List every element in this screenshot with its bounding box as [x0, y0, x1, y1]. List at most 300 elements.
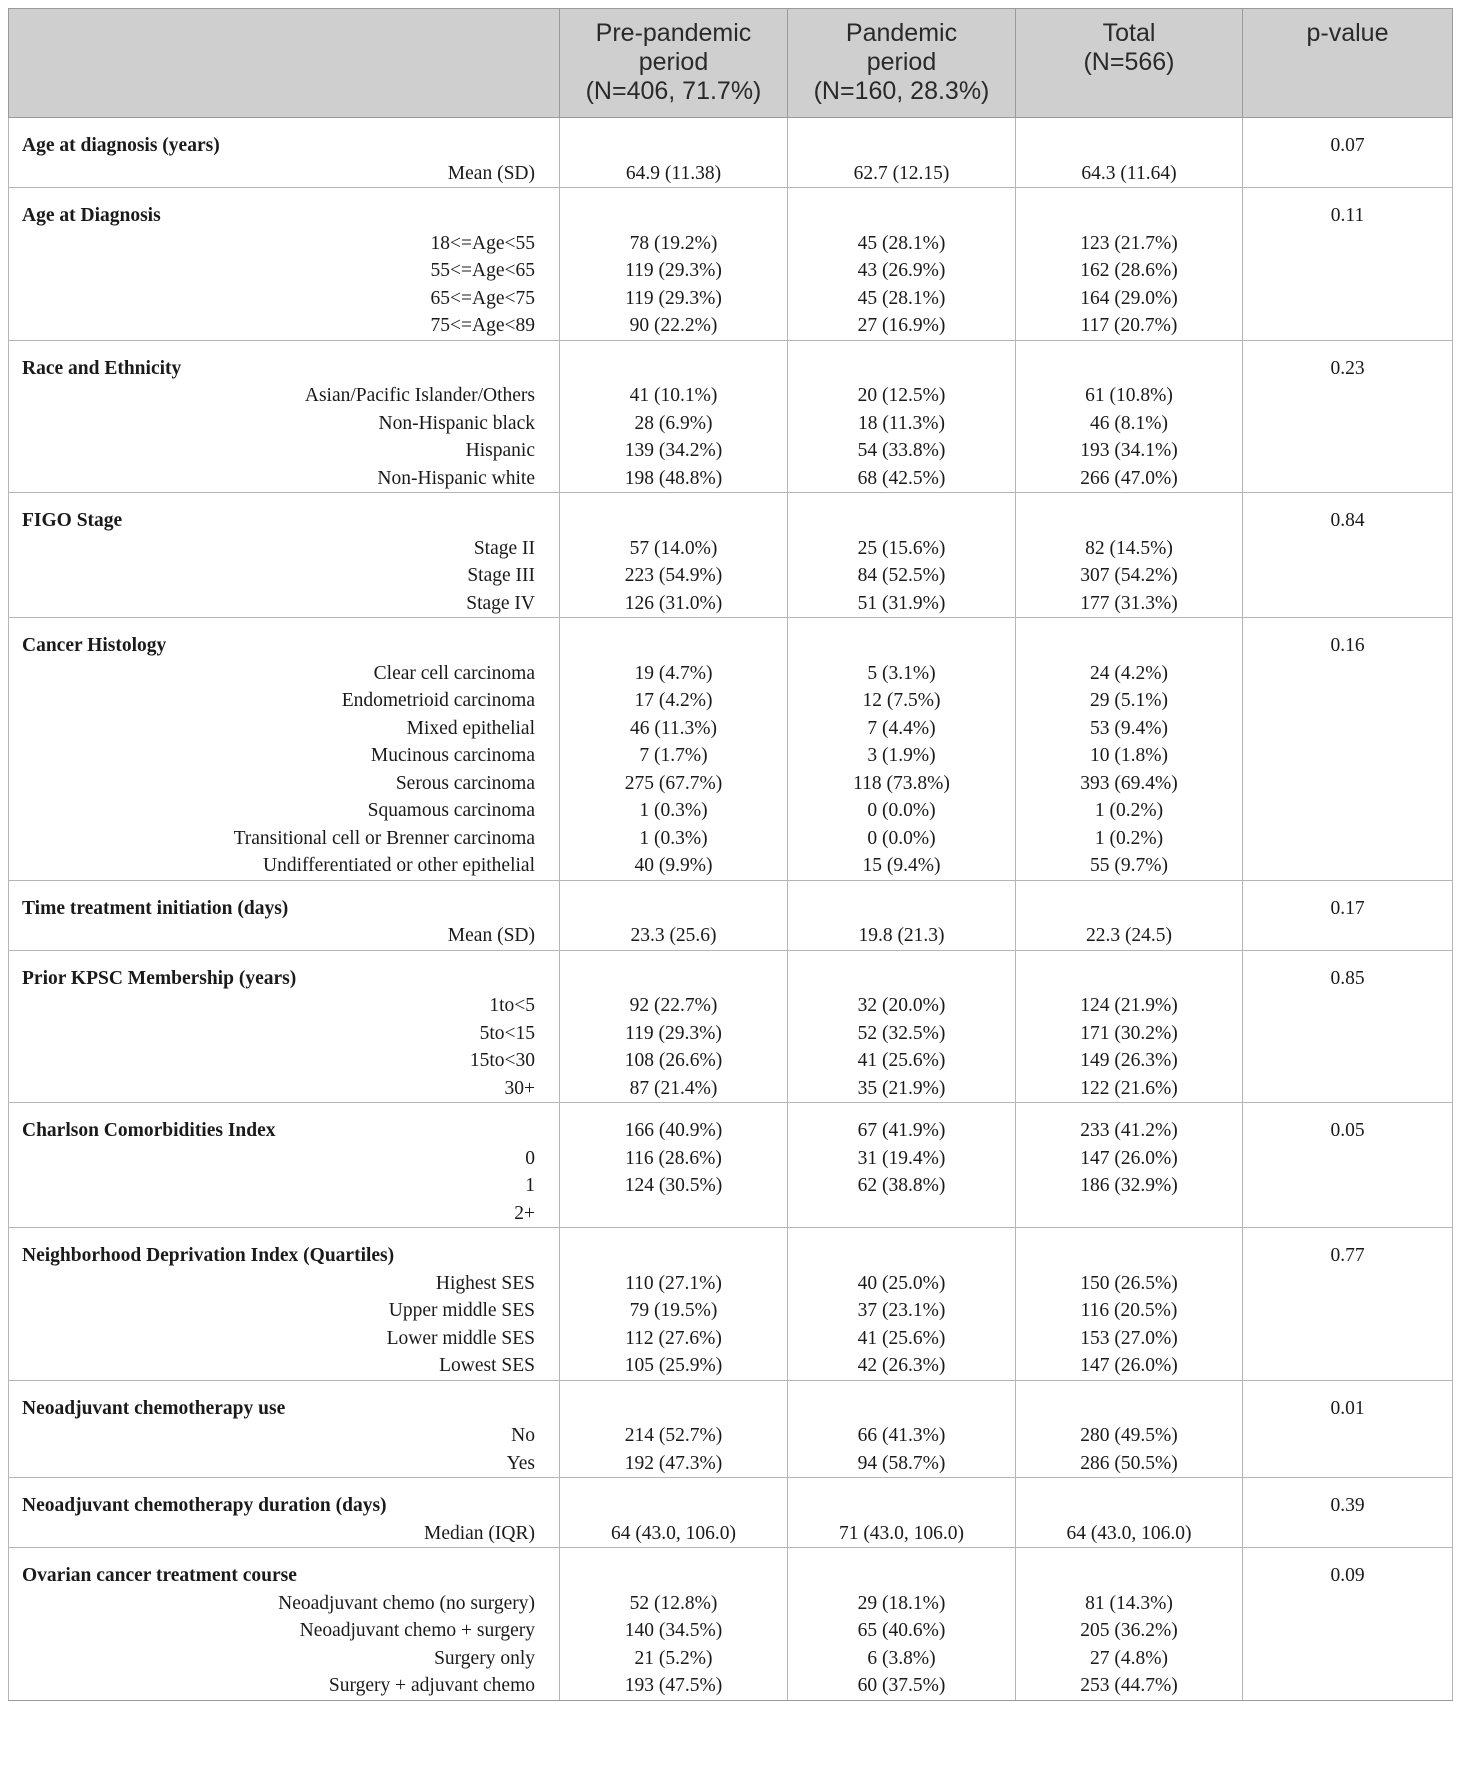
category-label: Lowest SES	[439, 1355, 535, 1376]
total-value-cell	[1016, 1478, 1243, 1548]
spacer-line	[1016, 188, 1242, 230]
p-value-cell	[1243, 118, 1453, 188]
count-value: 108 (26.6%)	[624, 1050, 723, 1071]
category-label: Undifferentiated or other epithelial	[263, 855, 535, 876]
header-pre-pandemic-line: (N=406, 71.7%)	[585, 77, 762, 105]
category-label: Surgery + adjuvant chemo	[328, 1675, 535, 1696]
count-value: 166 (40.9%)	[624, 1120, 723, 1141]
group-title: Age at diagnosis (years)	[22, 135, 220, 156]
spacer-line	[1016, 1478, 1242, 1520]
count-value: 139 (34.2%)	[624, 440, 723, 461]
count-value: 205 (36.2%)	[1080, 1620, 1178, 1641]
pandemic-value-cell	[788, 1478, 1016, 1548]
p-value: 0.84	[1330, 510, 1365, 531]
count-value: 193 (34.1%)	[1080, 440, 1178, 461]
characteristic-cell	[9, 1103, 560, 1228]
count-value: 68 (42.5%)	[857, 467, 946, 489]
count-value: 214 (52.7%)	[624, 1425, 723, 1446]
count-value: 118 (73.8%)	[853, 772, 950, 794]
characteristic-cell	[9, 1478, 560, 1548]
p-value-cell	[1243, 1228, 1453, 1381]
group-title: Neoadjuvant chemotherapy duration (days)	[22, 1495, 387, 1516]
p-value: 0.39	[1330, 1495, 1365, 1516]
pandemic-value-cell	[788, 618, 1016, 881]
category-label: 1	[525, 1175, 535, 1196]
p-value: 0.01	[1330, 1397, 1365, 1419]
header-pandemic-line: period	[866, 48, 937, 76]
p-value-cell	[1243, 188, 1453, 341]
count-value: 140 (34.5%)	[624, 1620, 723, 1641]
header-characteristic	[9, 9, 560, 118]
category-label: Stage II	[473, 537, 535, 559]
header-p-value	[1243, 9, 1453, 118]
count-value: 29 (5.1%)	[1090, 690, 1168, 711]
table-group	[9, 1548, 1453, 1701]
group-title: Time treatment initiation (days)	[22, 897, 289, 919]
pre-pandemic-value-cell	[560, 118, 788, 188]
count-value: 119 (29.3%)	[625, 287, 722, 309]
characteristic-cell	[9, 340, 560, 493]
count-value: 0 (0.0%)	[867, 827, 936, 849]
pandemic-value-cell	[788, 493, 1016, 618]
count-value: 64.9 (11.38)	[625, 162, 722, 184]
count-value: 17 (4.2%)	[634, 690, 713, 711]
category-label: 75<=Age<89	[430, 315, 535, 336]
table-group	[9, 118, 1453, 188]
count-value: 393 (69.4%)	[1080, 772, 1178, 794]
count-value: 71 (43.0, 106.0)	[838, 1522, 965, 1544]
spacer-line	[560, 951, 787, 993]
characteristic-cell	[9, 1228, 560, 1381]
count-value: 82 (14.5%)	[1085, 537, 1173, 559]
header-pre-pandemic-line: Pre-pandemic	[595, 19, 752, 47]
table-row	[9, 880, 1453, 950]
header-pre-pandemic-line: period	[638, 48, 709, 76]
total-value-cell	[1016, 1103, 1243, 1228]
p-value: 0.17	[1330, 897, 1365, 919]
spacer-line	[560, 618, 787, 660]
spacer-line	[560, 1381, 787, 1423]
table-row	[9, 1380, 1453, 1478]
group-title: Neighborhood Deprivation Index (Quartiles)	[22, 1245, 395, 1266]
pandemic-value-cell	[788, 340, 1016, 493]
spacer-line	[560, 493, 787, 535]
category-label: 18<=Age<55	[430, 232, 535, 254]
category-label: 1to<5	[489, 995, 535, 1016]
p-value-cell	[1243, 1380, 1453, 1478]
count-value: 193 (47.5%)	[624, 1675, 723, 1696]
table-row	[9, 1478, 1453, 1548]
count-value: 280 (49.5%)	[1080, 1425, 1178, 1446]
pre-pandemic-value-cell	[560, 1478, 788, 1548]
characteristic-cell	[9, 1380, 560, 1478]
count-value: 54 (33.8%)	[857, 440, 946, 461]
count-value: 64 (43.0, 106.0)	[1066, 1522, 1192, 1544]
pre-pandemic-value-cell	[560, 880, 788, 950]
count-value: 42 (26.3%)	[857, 1355, 946, 1376]
count-value: 28 (6.9%)	[634, 412, 713, 434]
count-value: 78 (19.2%)	[629, 232, 718, 254]
count-value: 41 (25.6%)	[857, 1327, 946, 1349]
count-value: 1 (0.3%)	[639, 800, 708, 821]
table-row	[9, 1103, 1453, 1228]
characteristic-cell	[9, 188, 560, 341]
category-label: Asian/Pacific Islander/Others	[304, 385, 535, 406]
table-group	[9, 618, 1453, 881]
count-value: 81 (14.3%)	[1085, 1592, 1173, 1614]
table-group	[9, 493, 1453, 618]
table-page	[8, 8, 1452, 1776]
count-value: 40 (25.0%)	[857, 1272, 946, 1294]
total-value-cell	[1016, 950, 1243, 1103]
count-value: 1 (0.2%)	[1094, 800, 1164, 821]
count-value: 27 (4.8%)	[1090, 1647, 1168, 1669]
group-title: Age at Diagnosis	[22, 205, 161, 226]
count-value: 41 (10.1%)	[629, 385, 718, 406]
pre-pandemic-value-cell	[560, 493, 788, 618]
category-label: Mean (SD)	[447, 925, 535, 946]
table-header	[9, 9, 1453, 118]
spacer-line	[1016, 951, 1242, 993]
pre-pandemic-value-cell	[560, 1228, 788, 1381]
table-row	[9, 188, 1453, 341]
category-label: Transitional cell or Brenner carcinoma	[233, 827, 535, 849]
characteristic-cell	[9, 1548, 560, 1701]
header-total	[1016, 9, 1243, 118]
spacer-line	[788, 1548, 1015, 1590]
spacer-line	[560, 1478, 787, 1520]
spacer-line	[788, 341, 1015, 383]
table-body-grid	[8, 118, 1453, 1701]
pandemic-value-cell	[788, 188, 1016, 341]
category-label: Mucinous carcinoma	[370, 745, 535, 766]
p-value-cell	[1243, 1478, 1453, 1548]
category-label: 2+	[514, 1202, 535, 1224]
p-value: 0.11	[1330, 205, 1365, 226]
pre-pandemic-value-cell	[560, 1380, 788, 1478]
characteristic-cell	[9, 493, 560, 618]
total-value-cell	[1016, 1380, 1243, 1478]
count-value: 62.7 (12.15)	[853, 162, 950, 184]
count-value: 286 (50.5%)	[1080, 1452, 1178, 1474]
count-value: 35 (21.9%)	[857, 1077, 946, 1099]
spacer-line	[788, 951, 1015, 993]
header-total-line: Total	[1102, 19, 1156, 47]
count-value: 61 (10.8%)	[1085, 385, 1173, 406]
spacer-line	[560, 1548, 787, 1590]
header-total-line: (N=566)	[1083, 48, 1175, 76]
p-value: 0.23	[1330, 357, 1365, 379]
spacer-line	[788, 188, 1015, 230]
category-label: Squamous carcinoma	[367, 800, 535, 821]
total-value-cell	[1016, 340, 1243, 493]
p-value: 0.85	[1330, 967, 1365, 989]
spacer-line	[560, 188, 787, 230]
count-value: 60 (37.5%)	[857, 1675, 946, 1696]
count-value: 307 (54.2%)	[1080, 565, 1178, 586]
spacer-line	[1016, 1228, 1242, 1270]
count-value: 20 (12.5%)	[857, 385, 946, 406]
count-value: 192 (47.3%)	[624, 1452, 723, 1474]
category-label: Stage IV	[466, 592, 535, 614]
count-value: 7 (1.7%)	[639, 745, 708, 766]
category-label: Endometrioid carcinoma	[341, 690, 535, 711]
count-value: 65 (40.6%)	[857, 1620, 946, 1641]
count-value: 198 (48.8%)	[624, 467, 723, 489]
count-value: 3 (1.9%)	[867, 745, 936, 766]
pandemic-value-cell	[788, 1228, 1016, 1381]
category-label: Non-Hispanic white	[377, 467, 535, 489]
spacer-line	[1016, 881, 1242, 923]
p-value-cell	[1243, 493, 1453, 618]
spacer-line	[560, 341, 787, 383]
count-value: 27 (16.9%)	[857, 315, 946, 336]
spacer-line	[788, 881, 1015, 923]
count-value: 153 (27.0%)	[1080, 1327, 1178, 1349]
p-value-cell	[1243, 1103, 1453, 1228]
characteristic-cell	[9, 618, 560, 881]
table-group	[9, 1103, 1453, 1228]
baseline-characteristics-table	[8, 8, 1453, 118]
count-value: 51 (31.9%)	[857, 592, 946, 614]
total-value-cell	[1016, 618, 1243, 881]
characteristic-cell	[9, 880, 560, 950]
count-value: 124 (21.9%)	[1080, 995, 1178, 1016]
count-value: 29 (18.1%)	[857, 1592, 946, 1614]
count-value: 0 (0.0%)	[867, 800, 936, 821]
count-value: 23.3 (25.6)	[630, 925, 717, 946]
count-value: 116 (28.6%)	[625, 1147, 722, 1169]
p-value: 0.07	[1330, 135, 1365, 156]
count-value: 84 (52.5%)	[857, 565, 946, 586]
spacer-line	[788, 1381, 1015, 1423]
spacer-line	[788, 618, 1015, 660]
total-value-cell	[1016, 118, 1243, 188]
pandemic-value-cell	[788, 1548, 1016, 1701]
count-value: 55 (9.7%)	[1090, 855, 1168, 876]
count-value: 233 (41.2%)	[1080, 1120, 1178, 1141]
count-value: 162 (28.6%)	[1080, 260, 1178, 281]
table-row	[9, 618, 1453, 881]
count-value: 7 (4.4%)	[867, 717, 936, 739]
category-label: Neoadjuvant chemo (no surgery)	[278, 1592, 535, 1614]
total-value-cell	[1016, 1228, 1243, 1381]
count-value: 94 (58.7%)	[857, 1452, 946, 1474]
category-label: Non-Hispanic black	[378, 412, 535, 434]
category-label: Highest SES	[435, 1272, 535, 1294]
count-value: 19 (4.7%)	[634, 662, 713, 684]
characteristic-cell	[9, 118, 560, 188]
pre-pandemic-value-cell	[560, 188, 788, 341]
category-label: Mean (SD)	[447, 162, 535, 184]
group-title: Race and Ethnicity	[22, 357, 182, 379]
spacer-line	[1016, 618, 1242, 660]
spacer-line	[788, 1228, 1015, 1270]
header-p-value-line: p-value	[1306, 19, 1389, 47]
total-value-cell	[1016, 188, 1243, 341]
count-value: 40 (9.9%)	[634, 855, 713, 876]
count-value: 19.8 (21.3)	[858, 925, 945, 946]
count-value: 46 (8.1%)	[1090, 412, 1168, 434]
count-value: 37 (23.1%)	[857, 1300, 946, 1321]
count-value: 62 (38.8%)	[857, 1175, 946, 1196]
pre-pandemic-value-cell	[560, 340, 788, 493]
count-value: 87 (21.4%)	[629, 1077, 718, 1099]
count-value: 90 (22.2%)	[629, 315, 718, 336]
table-row	[9, 950, 1453, 1103]
count-value: 21 (5.2%)	[634, 1647, 713, 1669]
category-label: Clear cell carcinoma	[373, 662, 535, 684]
count-value: 24 (4.2%)	[1090, 662, 1168, 684]
pandemic-value-cell	[788, 1103, 1016, 1228]
category-label: Median (IQR)	[423, 1522, 535, 1544]
pre-pandemic-value-cell	[560, 950, 788, 1103]
count-value: 5 (3.1%)	[867, 662, 936, 684]
count-value: 79 (19.5%)	[629, 1300, 718, 1321]
pandemic-value-cell	[788, 950, 1016, 1103]
count-value: 66 (41.3%)	[857, 1425, 946, 1446]
count-value: 52 (12.8%)	[629, 1592, 718, 1614]
pre-pandemic-value-cell	[560, 1103, 788, 1228]
count-value: 164 (29.0%)	[1080, 287, 1178, 309]
count-value: 15 (9.4%)	[862, 855, 941, 876]
table-row	[9, 1548, 1453, 1701]
count-value: 46 (11.3%)	[629, 717, 717, 739]
p-value-cell	[1243, 618, 1453, 881]
count-value: 12 (7.5%)	[862, 690, 941, 711]
count-value: 149 (26.3%)	[1080, 1050, 1178, 1071]
p-value: 0.77	[1330, 1245, 1365, 1266]
count-value: 119 (29.3%)	[625, 260, 722, 281]
count-value: 31 (19.4%)	[857, 1147, 946, 1169]
category-label: 15to<30	[469, 1050, 535, 1071]
count-value: 18 (11.3%)	[857, 412, 945, 434]
p-value-cell	[1243, 950, 1453, 1103]
header-pandemic-line: (N=160, 28.3%)	[813, 77, 990, 105]
count-value: 53 (9.4%)	[1090, 717, 1168, 739]
category-label: Lower middle SES	[386, 1327, 535, 1349]
spacer-line	[560, 118, 787, 160]
count-value: 22.3 (24.5)	[1085, 925, 1173, 946]
count-value: 10 (1.8%)	[1090, 745, 1168, 766]
category-label: Mixed epithelial	[406, 717, 535, 739]
category-label: Upper middle SES	[388, 1300, 535, 1321]
count-value: 147 (26.0%)	[1080, 1355, 1178, 1376]
group-title: Ovarian cancer treatment course	[22, 1565, 297, 1586]
count-value: 116 (20.5%)	[1080, 1300, 1178, 1321]
category-label: No	[511, 1425, 535, 1446]
table-group	[9, 880, 1453, 950]
count-value: 105 (25.9%)	[624, 1355, 723, 1376]
category-label: 5to<15	[479, 1022, 535, 1044]
table-body	[8, 118, 1452, 1701]
header-pre-pandemic	[560, 9, 788, 118]
count-value: 92 (22.7%)	[629, 995, 718, 1016]
spacer-line	[1016, 1548, 1242, 1590]
count-value: 177 (31.3%)	[1080, 592, 1178, 614]
header-pandemic-line: Pandemic	[845, 19, 958, 47]
group-title: Neoadjuvant chemotherapy use	[22, 1397, 286, 1419]
pre-pandemic-value-cell	[560, 1548, 788, 1701]
table-row	[9, 118, 1453, 188]
spacer-line	[560, 1228, 787, 1270]
p-value: 0.05	[1330, 1120, 1365, 1141]
count-value: 6 (3.8%)	[867, 1647, 936, 1669]
category-label: Surgery only	[434, 1647, 535, 1669]
count-value: 1 (0.2%)	[1094, 827, 1164, 849]
spacer-line	[560, 881, 787, 923]
category-label: 55<=Age<65	[430, 260, 535, 281]
category-label: Neoadjuvant chemo + surgery	[299, 1620, 535, 1641]
spacer-line	[1016, 341, 1242, 383]
spacer-line	[788, 1478, 1015, 1520]
count-value: 45 (28.1%)	[857, 232, 946, 254]
spacer-line	[1016, 493, 1242, 535]
count-value: 266 (47.0%)	[1080, 467, 1178, 489]
count-value: 52 (32.5%)	[857, 1022, 946, 1044]
count-value: 64 (43.0, 106.0)	[610, 1522, 737, 1544]
table-group	[9, 340, 1453, 493]
count-value: 43 (26.9%)	[857, 260, 946, 281]
count-value: 32 (20.0%)	[857, 995, 946, 1016]
group-title: FIGO Stage	[22, 510, 123, 531]
spacer-line	[788, 118, 1015, 160]
category-label: 0	[525, 1147, 535, 1169]
group-title: Cancer Histology	[22, 635, 167, 656]
count-value: 64.3 (11.64)	[1081, 162, 1177, 184]
category-label: Hispanic	[465, 440, 535, 461]
p-value: 0.16	[1330, 635, 1365, 656]
count-value: 110 (27.1%)	[625, 1272, 722, 1294]
spacer-line	[1016, 118, 1242, 160]
pandemic-value-cell	[788, 880, 1016, 950]
pandemic-value-cell	[788, 1380, 1016, 1478]
count-value: 150 (26.5%)	[1080, 1272, 1178, 1294]
table-group	[9, 1478, 1453, 1548]
count-value: 171 (30.2%)	[1080, 1022, 1178, 1044]
count-value: 57 (14.0%)	[629, 537, 718, 559]
count-value: 275 (67.7%)	[624, 772, 723, 794]
count-value: 41 (25.6%)	[857, 1050, 946, 1071]
table-group	[9, 188, 1453, 341]
category-label: Serous carcinoma	[395, 772, 535, 794]
spacer-line	[788, 493, 1015, 535]
count-value: 119 (29.3%)	[625, 1022, 722, 1044]
table-group	[9, 950, 1453, 1103]
count-value: 147 (26.0%)	[1080, 1147, 1178, 1169]
table-row	[9, 340, 1453, 493]
count-value: 223 (54.9%)	[624, 565, 723, 586]
count-value: 122 (21.6%)	[1080, 1077, 1178, 1099]
p-value: 0.09	[1330, 1565, 1365, 1586]
pandemic-value-cell	[788, 118, 1016, 188]
p-value-cell	[1243, 340, 1453, 493]
count-value: 117 (20.7%)	[1080, 315, 1178, 336]
header-pandemic	[788, 9, 1016, 118]
table-row	[9, 493, 1453, 618]
table-group	[9, 1228, 1453, 1381]
pre-pandemic-value-cell	[560, 618, 788, 881]
count-value: 186 (32.9%)	[1080, 1175, 1178, 1196]
count-value: 123 (21.7%)	[1080, 232, 1178, 254]
count-value: 45 (28.1%)	[857, 287, 946, 309]
p-value-cell	[1243, 1548, 1453, 1701]
count-value: 112 (27.6%)	[625, 1327, 722, 1349]
category-label: Stage III	[467, 565, 535, 586]
total-value-cell	[1016, 493, 1243, 618]
count-value: 1 (0.3%)	[639, 827, 708, 849]
count-value: 253 (44.7%)	[1080, 1675, 1178, 1696]
